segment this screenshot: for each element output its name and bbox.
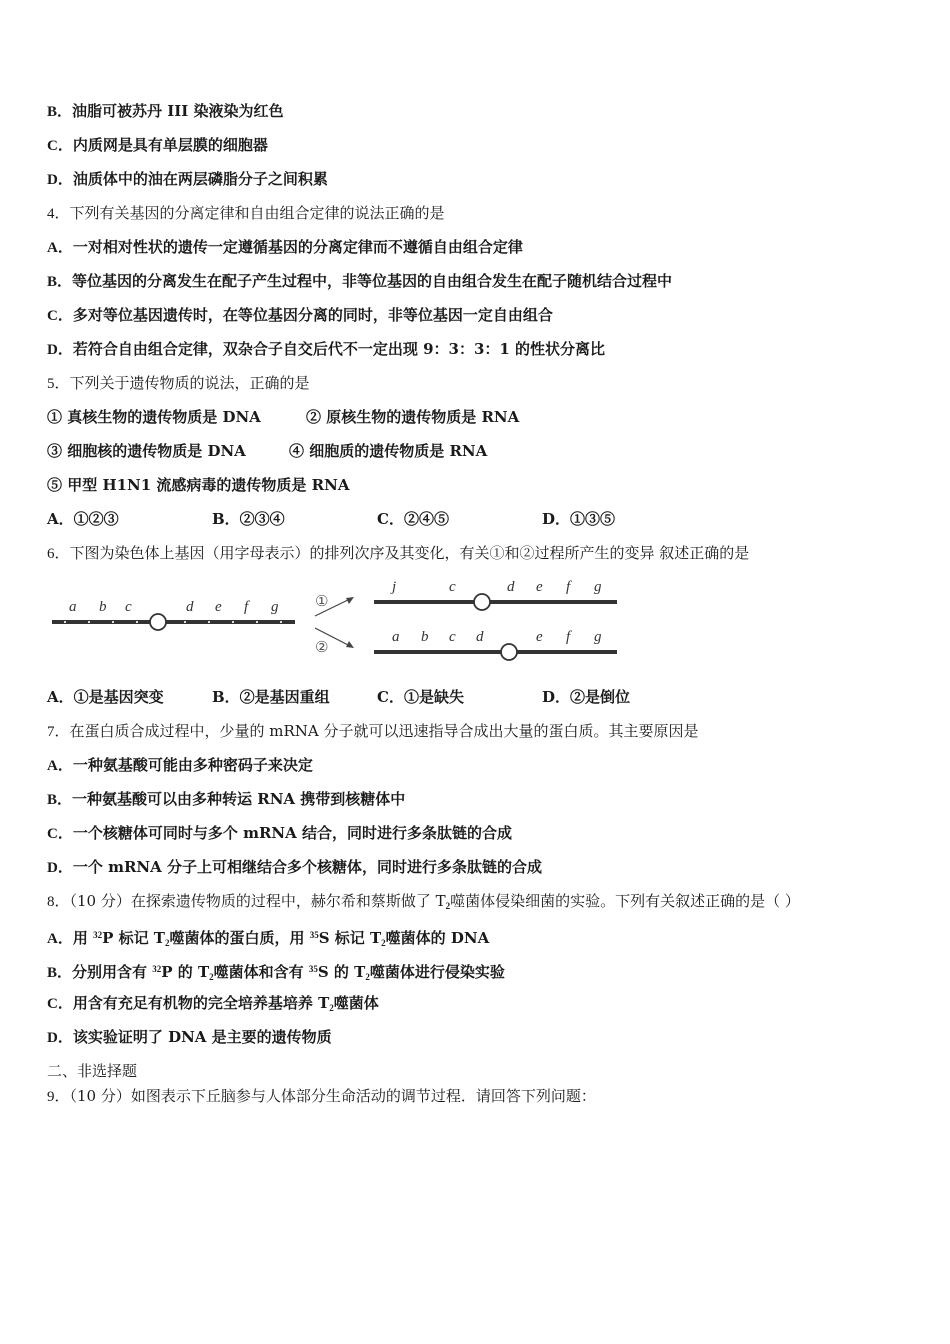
q3-option-c: C．内质网是具有单层膜的细胞器 bbox=[47, 136, 268, 154]
result-1-gene-c: c bbox=[449, 579, 456, 595]
q4-option-d: D．若符合自由组合定律，双杂合子自交后代不一定出现 9：3：3：1 的性状分离比 bbox=[47, 340, 606, 358]
q8-option-b: B．分别用含有 $^{32}$P 的 $T_2$噬菌体和含有 $^{35}$S 的 $T_2$噬菌体进行侵染实验 bbox=[47, 963, 505, 982]
result-1-gene-e: e bbox=[536, 579, 543, 595]
result-2-centromere bbox=[501, 644, 517, 660]
gene-g: g bbox=[271, 599, 279, 615]
result-1-gene-d: d bbox=[507, 579, 515, 595]
result-2-gene-e: e bbox=[536, 629, 543, 645]
q5-option-a: A．①②③ bbox=[47, 510, 119, 528]
q5-statement-2: ② 原核生物的遗传物质是 RNA bbox=[306, 408, 520, 426]
q6-option-d: D．②是倒位 bbox=[542, 688, 631, 706]
result-2-gene-b: b bbox=[421, 629, 429, 645]
q4-option-b: B．等位基因的分离发生在配子产生过程中，非等位基因的自由组合发生在配子随机结合过程中 bbox=[47, 272, 673, 290]
q3-option-b: B．油脂可被苏丹 III 染液染为红色 bbox=[47, 102, 284, 120]
q6-option-c: C．①是缺失 bbox=[377, 688, 464, 706]
result-2-gene-g: g bbox=[594, 629, 602, 645]
chromosome-band bbox=[256, 621, 258, 623]
q7-option-a: A．一种氨基酸可能由多种密码子来决定 bbox=[47, 756, 313, 774]
chromosome-band bbox=[232, 621, 234, 623]
section-heading: 二、非选择题 bbox=[47, 1062, 138, 1080]
chromosome-band bbox=[184, 621, 186, 623]
q5-stem: 5．下列关于遗传物质的说法，正确的是 bbox=[47, 374, 310, 392]
q3-option-d: D．油质体中的油在两层磷脂分子之间积累 bbox=[47, 170, 328, 188]
result-2-gene-d: d bbox=[476, 629, 484, 645]
q8-option-a: A．用 $^{32}$P 标记 $T_2$噬菌体的蛋白质，用 $^{35}$S 标记 $T_2$噬菌体的 DNA bbox=[47, 929, 490, 948]
gene-c: c bbox=[125, 599, 132, 615]
q7-option-b: B．一种氨基酸可以由多种转运 RNA 携带到核糖体中 bbox=[47, 790, 406, 808]
result-2-gene-f: f bbox=[566, 629, 571, 645]
q7-option-d: D．一个 mRNA 分子上可相继结合多个核糖体，同时进行多条肽链的合成 bbox=[47, 858, 542, 876]
q4-stem: 4．下列有关基因的分离定律和自由组合定律的说法正确的是 bbox=[47, 204, 445, 222]
chromosome-band bbox=[208, 621, 210, 623]
q5-option-c: C．②④⑤ bbox=[377, 510, 449, 528]
original-centromere bbox=[150, 614, 166, 630]
chromosome-band bbox=[112, 621, 114, 623]
q6-option-a: A．①是基因突变 bbox=[47, 688, 164, 706]
result-1-gene-f: f bbox=[566, 579, 571, 595]
q5-statement-5: ⑤ 甲型 H1N1 流感病毒的遗传物质是 RNA bbox=[47, 476, 350, 494]
result-1-centromere bbox=[474, 594, 490, 610]
q8-option-c: C．用含有充足有机物的完全培养基培养 $T_2$噬菌体 bbox=[47, 994, 379, 1013]
q6-stem: 6．下图为染色体上基因（用字母表示）的排列次序及其变化，有关①和②过程所产生的变异 叙述正确的是 bbox=[47, 544, 750, 562]
q8-option-d: D．该实验证明了 DNA 是主要的遗传物质 bbox=[47, 1028, 332, 1046]
result-2-gene-a: a bbox=[392, 629, 400, 645]
q4-option-c: C．多对等位基因遗传时，在等位基因分离的同时，非等位基因一定自由组合 bbox=[47, 306, 553, 324]
result-1-gene-g: g bbox=[594, 579, 602, 595]
gene-f: f bbox=[244, 599, 249, 615]
chromosome-diagram bbox=[47, 572, 627, 672]
q5-option-d: D．①③⑤ bbox=[542, 510, 616, 528]
gene-a: a bbox=[69, 599, 77, 615]
q9-stem: 9．（10 分）如图表示下丘脑参与人体部分生命活动的调节过程．请回答下列问题： bbox=[47, 1087, 596, 1105]
q5-statement-3: ③ 细胞核的遗传物质是 DNA bbox=[47, 442, 246, 460]
gene-d: d bbox=[186, 599, 194, 615]
result-2-gene-c: c bbox=[449, 629, 456, 645]
chromosome-band bbox=[280, 621, 282, 623]
chromosome-band bbox=[64, 621, 66, 623]
q4-option-a: A．一对相对性状的遗传一定遵循基因的分离定律而不遵循自由组合定律 bbox=[47, 238, 523, 256]
q5-statement-4: ④ 细胞质的遗传物质是 RNA bbox=[289, 442, 488, 460]
chromosome-band bbox=[136, 621, 138, 623]
q8-stem: 8．（10 分）在探索遗传物质的过程中，赫尔希和蔡斯做了 $T_2$噬菌体侵染细菌的实验。下列有关叙述正确的是（ ） bbox=[47, 892, 800, 911]
q6-option-b: B．②是基因重组 bbox=[212, 688, 330, 706]
gene-b: b bbox=[99, 599, 107, 615]
gene-e: e bbox=[215, 599, 222, 615]
q7-option-c: C．一个核糖体可同时与多个 mRNA 结合，同时进行多条肽链的合成 bbox=[47, 824, 512, 842]
chromosome-band bbox=[88, 621, 90, 623]
q5-option-b: B．②③④ bbox=[212, 510, 285, 528]
process-2-label: ② bbox=[315, 638, 329, 656]
q7-stem: 7．在蛋白质合成过程中，少量的 mRNA 分子就可以迅速指导合成出大量的蛋白质。其主要原因是 bbox=[47, 722, 699, 740]
result-1-gene-j: j bbox=[392, 579, 397, 595]
q5-statement-1: ① 真核生物的遗传物质是 DNA bbox=[47, 408, 261, 426]
process-1-label: ① bbox=[315, 592, 329, 610]
